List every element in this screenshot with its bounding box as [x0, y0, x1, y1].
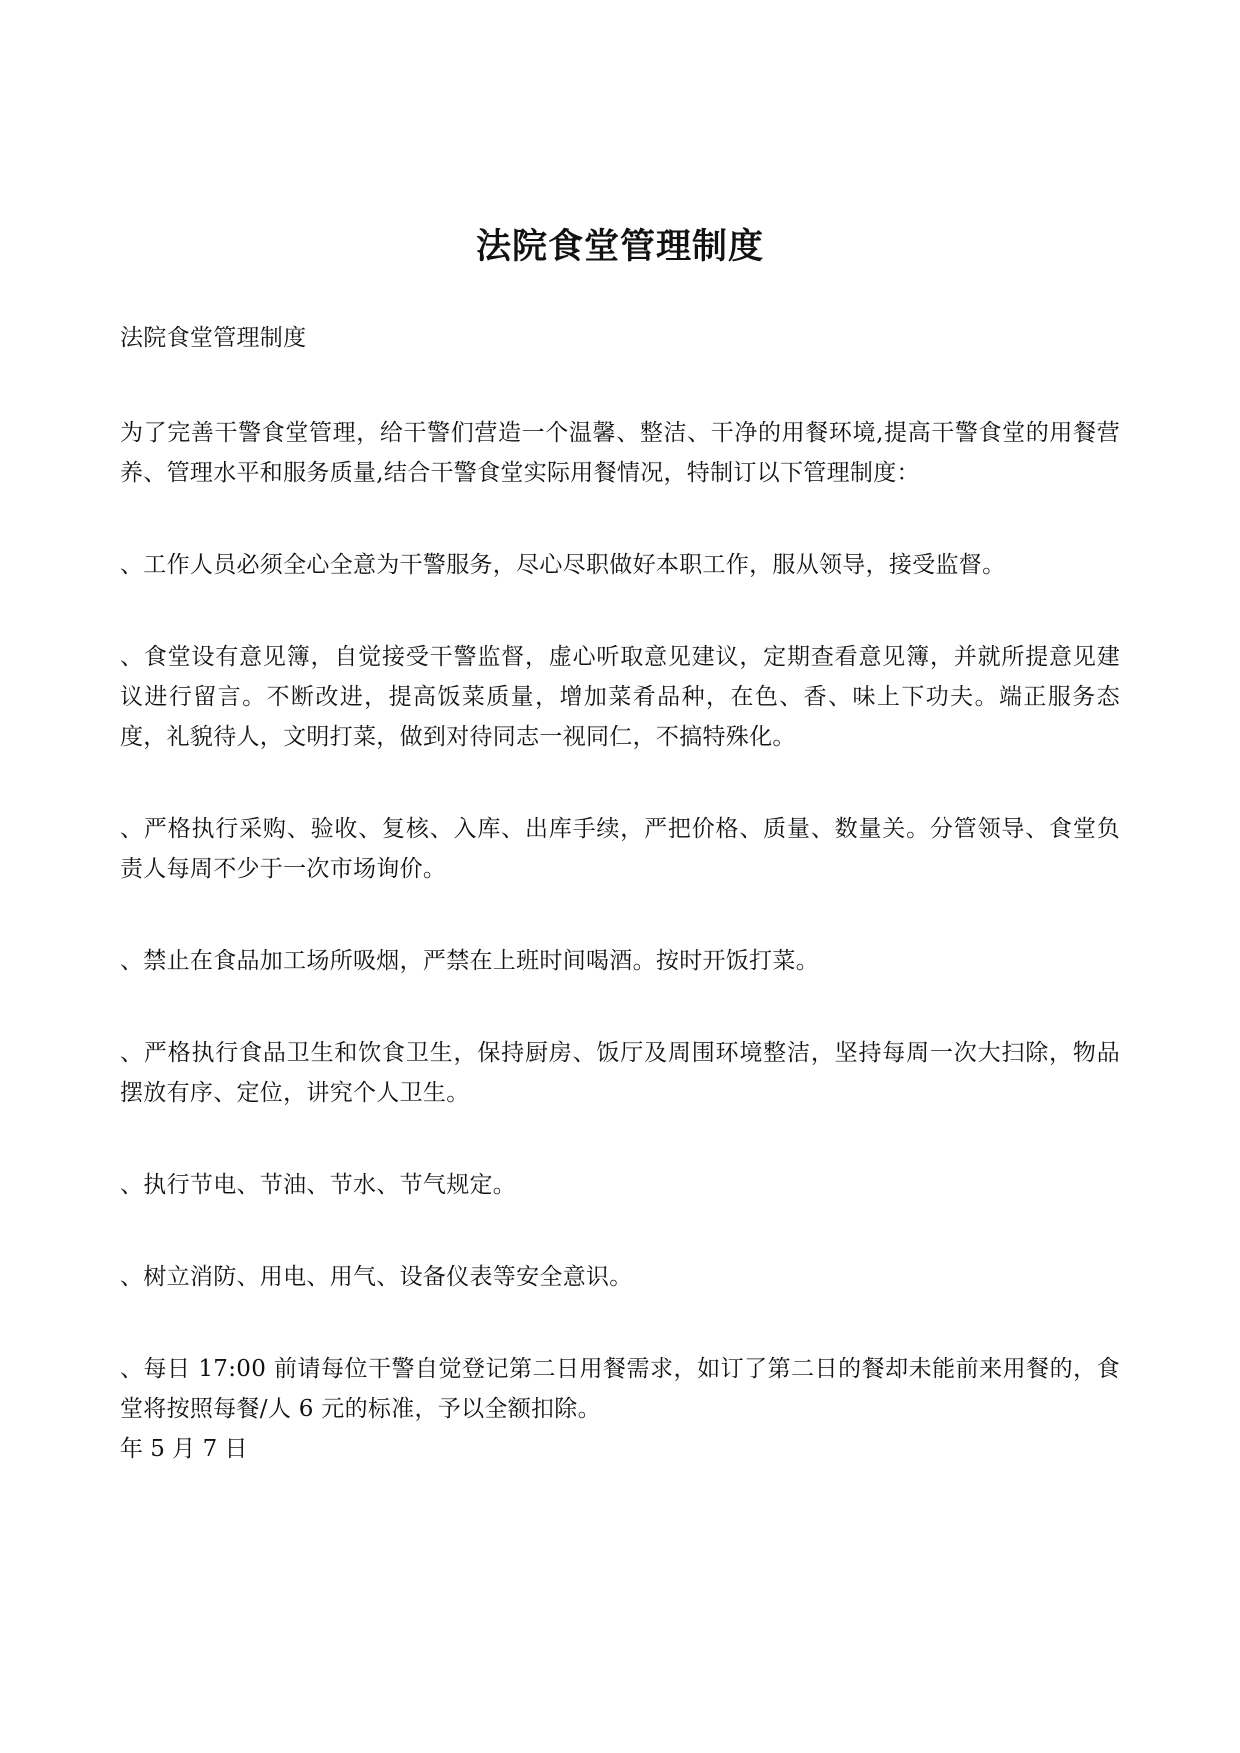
rule-item-4: 、禁止在食品加工场所吸烟，严禁在上班时间喝酒。按时开饭打菜。 [120, 948, 819, 974]
rule-item-6: 、执行节电、节油、节水、节气规定。 [120, 1172, 517, 1198]
document-subtitle: 法院食堂管理制度 [120, 325, 307, 351]
rule-item-5: 、严格执行食品卫生和饮食卫生，保持厨房、饭厅及周围环境整洁，坚持每周一次大扫除，物品摆放有序、定位，讲究个人卫生。 [120, 1040, 1120, 1106]
rule-item-1: 、工作人员必须全心全意为干警服务，尽心尽职做好本职工作，服从领导，接受监督。 [120, 552, 1006, 578]
rule-item-8: 、每日 17:00 前请每位干警自觉登记第二日用餐需求，如订了第二日的餐却未能前来用餐的，食堂将按照每餐/人 6 元的标准，予以全额扣除。 [120, 1356, 1120, 1422]
intro-paragraph: 为了完善干警食堂管理，给干警们营造一个温馨、整洁、干净的用餐环境,提高干警食堂的用餐营养、管理水平和服务质量,结合干警食堂实际用餐情况，特制订以下管理制度： [120, 420, 1120, 486]
document-date: 年 5 月 7 日 [120, 1436, 248, 1462]
rule-item-7: 、树立消防、用电、用气、设备仪表等安全意识。 [120, 1264, 633, 1290]
rule-item-3: 、严格执行采购、验收、复核、入库、出库手续，严把价格、质量、数量关。分管领导、食堂负责人每周不少于一次市场询价。 [120, 816, 1120, 882]
document-body [120, 318, 1120, 1469]
rule-item-2: 、食堂设有意见簿，自觉接受干警监督，虚心听取意见建议，定期查看意见簿，并就所提意见建议进行留言。不断改进，提高饭菜质量，增加菜肴品种，在色、香、味上下功夫。端正服务态度，礼貌待人，文明打菜，做到对待同志一视同仁，不搞特殊化。 [120, 644, 1120, 750]
document-title: 法院食堂管理制度 [475, 226, 764, 267]
